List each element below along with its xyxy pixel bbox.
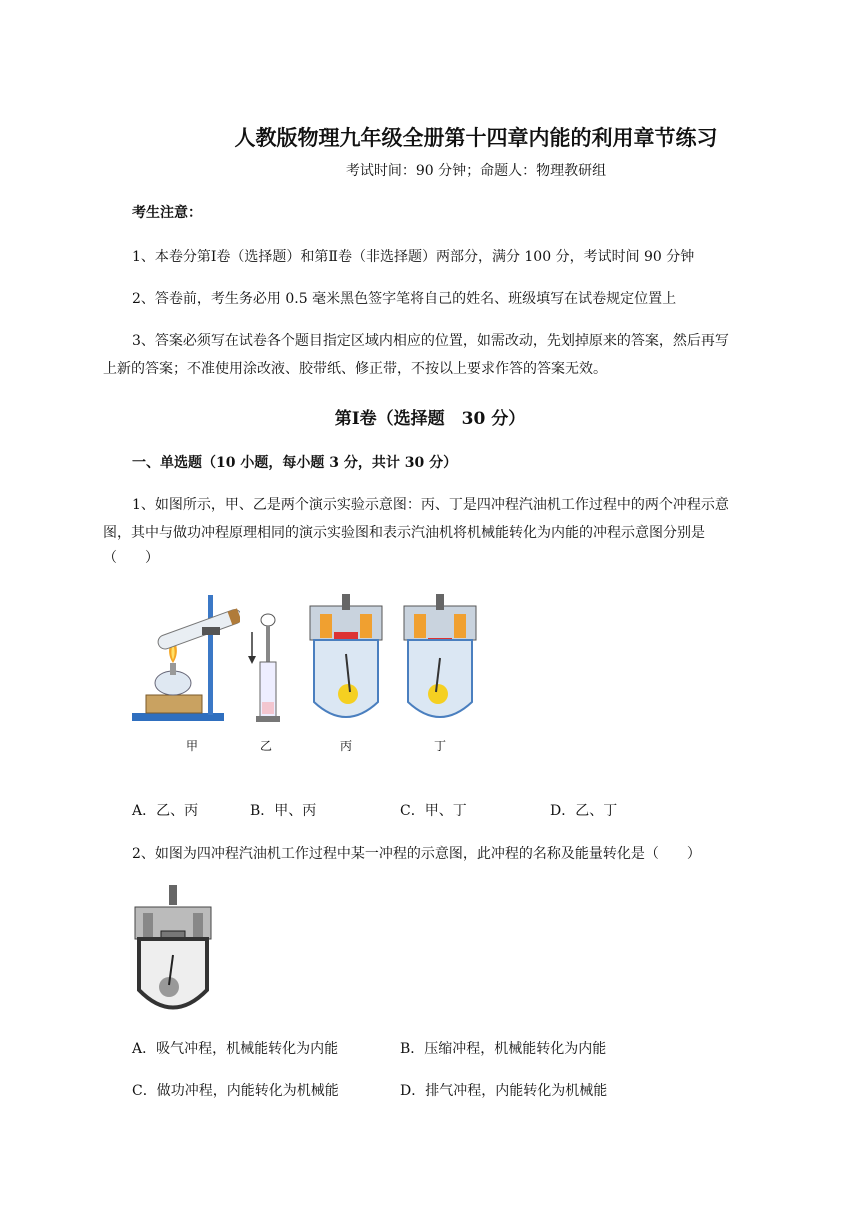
q1-stem-line-3: （ ） — [103, 550, 159, 566]
figure-jia — [128, 585, 240, 725]
figure-label-bing: 丙 — [340, 739, 353, 753]
figure-bing — [306, 592, 386, 727]
q2-option-b[interactable]: B．压缩冲程，机械能转化为内能 — [400, 1041, 607, 1057]
figure-q2-engine — [133, 885, 213, 1015]
q1-option-b[interactable]: B．甲、丙 — [250, 803, 317, 819]
notice-item-3-cont: 上新的答案；不准使用涂改液、胶带纸、修正带，不按以上要求作答的答案无效。 — [103, 361, 607, 377]
q1-stem-line-1: 1、如图所示，甲、乙是两个演示实验示意图：丙、丁是四冲程汽油机工作过程中的两个冲程示意 — [132, 497, 729, 513]
section-title: 第Ⅰ卷（选择题 30 分） — [334, 409, 526, 429]
q1-option-c[interactable]: C．甲、丁 — [400, 803, 467, 819]
figure-label-ding: 丁 — [434, 739, 447, 753]
figure-yi — [246, 612, 286, 727]
page-title: 人教版物理九年级全册第十四章内能的利用章节练习 — [234, 125, 718, 150]
page-subtitle: 考试时间：90 分钟；命题人：物理教研组 — [345, 163, 607, 179]
notice-item-1: 1、本卷分第Ⅰ卷（选择题）和第Ⅱ卷（非选择题）两部分，满分 100 分，考试时间 90 分钟 — [132, 249, 695, 265]
q1-option-d[interactable]: D．乙、丁 — [550, 803, 618, 819]
part-heading: 一、单选题（10 小题，每小题 3 分，共计 30 分） — [132, 455, 458, 471]
notice-item-2: 2、答卷前，考生务必用 0.5 毫米黑色签字笔将自己的姓名、班级填写在试卷规定位置上 — [132, 291, 677, 307]
figure-label-yi: 乙 — [260, 739, 273, 753]
q2-option-d[interactable]: D．排气冲程，内能转化为机械能 — [400, 1083, 608, 1099]
notice-heading: 考生注意： — [132, 205, 202, 221]
figure-label-jia: 甲 — [186, 739, 199, 753]
notice-item-3: 3、答案必须写在试卷各个题目指定区域内相应的位置，如需改动，先划掉原来的答案，然后再写 — [132, 333, 729, 349]
q2-option-c[interactable]: C．做功冲程，内能转化为机械能 — [132, 1083, 339, 1099]
figure-ding — [400, 592, 480, 727]
q2-stem: 2、如图为四冲程汽油机工作过程中某一冲程的示意图，此冲程的名称及能量转化是（ ） — [132, 846, 701, 862]
q2-option-a[interactable]: A．吸气冲程，机械能转化为内能 — [132, 1041, 339, 1057]
q1-stem-line-2: 图，其中与做功冲程原理相同的演示实验图和表示汽油机将机械能转化为内能的冲程示意图分别是 — [103, 525, 705, 541]
q1-option-a[interactable]: A．乙、丙 — [132, 803, 199, 819]
